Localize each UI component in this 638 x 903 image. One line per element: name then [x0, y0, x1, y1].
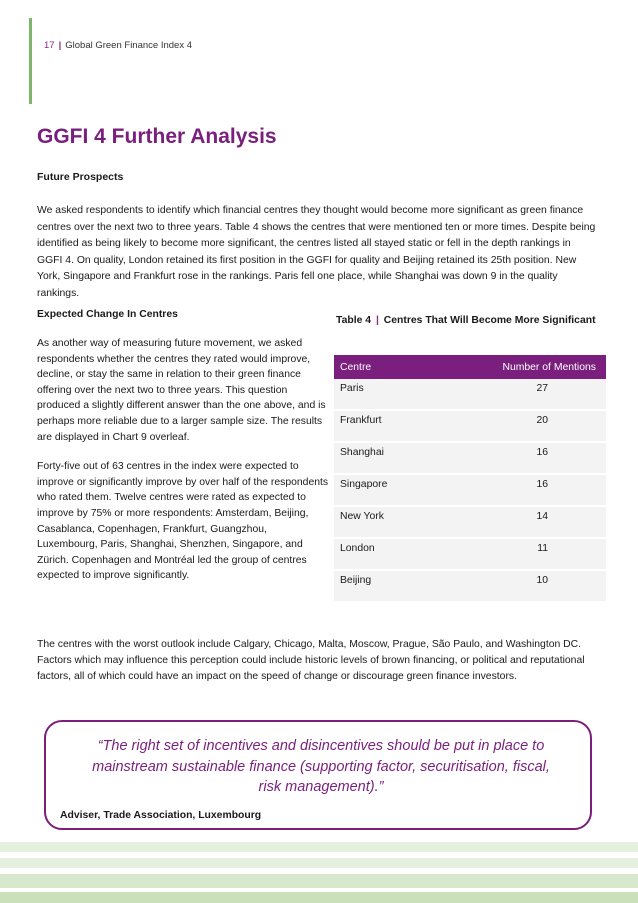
table-row	[334, 474, 606, 506]
left-column-paragraph-1: As another way of measuring future movement, we asked respondents whether the centres they rated would improve, decline, or stay the same in relation to their green finance offering over the next two to three years. This question produced a slightly different answer than the one above, and is perhaps more reliable due to a larger sample size. The results are displayed in Chart 9 overleaf.	[37, 338, 326, 443]
page-number: 17	[44, 40, 55, 51]
column-header-centre: Centre	[334, 355, 430, 379]
quote-attribution: Adviser, Trade Association, Luxembourg	[60, 810, 262, 821]
quote-box	[44, 720, 592, 830]
cell-centre: Singapore	[334, 474, 430, 506]
document-title: Global Green Finance Index 4	[65, 40, 192, 51]
footer-stripe	[0, 874, 638, 888]
table-row	[334, 570, 606, 602]
left-column-heading: Expected Change In Centres	[37, 309, 178, 320]
left-column-paragraph-2: Forty-five out of 63 centres in the index were expected to improve or significantly improve by over half of the respondents who rated them. Twelve centres were rated as expected to improve by 75% or more respondents: Amsterdam, Beijing, Casablanca, Copenhagen, Frankfurt, Guangzhou, Luxembourg, Paris, Shanghai, Shenzhen, Singapore, and Zürich. Copenhagen and Montréal led the group of centres expected to improve significantly.	[37, 461, 329, 582]
table-caption-separator: |	[375, 315, 379, 326]
table-row	[334, 506, 606, 538]
intro-paragraph: We asked respondents to identify which financial centres they thought would become more significant as green finance centres over the next two to three years. Table 4 shows the centres that were mentioned ten or more times. Despite being identified as being likely to become more significant, the centres listed all stayed static or fell in the depth rankings in GGFI 4. On quality, London retained its first position in the GGFI for quality and Beijing retained its 25th position. New York, Singapore and Frankfurt rose in the rankings. Paris fell one place, while Shanghai was down 9 in the quality rankings.	[37, 205, 596, 299]
quote-text: “The right set of incentives and disincentives should be put in place to mainstream sustainable finance (supporting factor, securitisation, fiscal, risk management).”	[92, 738, 550, 795]
cell-centre: Beijing	[334, 570, 430, 602]
cell-centre: New York	[334, 506, 430, 538]
cell-centre: London	[334, 538, 430, 570]
cell-mentions: 11	[430, 538, 606, 570]
centres-table	[334, 355, 606, 603]
cell-centre: Frankfurt	[334, 410, 430, 442]
footer-stripe	[0, 892, 638, 903]
closing-paragraph: The centres with the worst outlook include Calgary, Chicago, Malta, Moscow, Prague, São Paulo, and Washington DC. Factors which may influence this perception could include historic levels of brown financing, or political and reputational factors, all of which could have an impact on the speed of change or discourage green finance investors.	[37, 639, 585, 682]
left-column	[37, 309, 329, 598]
running-header	[44, 40, 192, 51]
cell-centre: Shanghai	[334, 442, 430, 474]
table-row	[334, 442, 606, 474]
column-header-mentions: Number of Mentions	[430, 355, 606, 379]
table-row	[334, 410, 606, 442]
table-caption-text: Centres That Will Become More Significant	[383, 315, 596, 326]
table-label: Table 4	[336, 315, 372, 326]
header-separator: |	[58, 40, 62, 51]
footer-stripe	[0, 858, 638, 868]
cell-mentions: 27	[430, 379, 606, 410]
cell-mentions: 10	[430, 570, 606, 602]
table-row	[334, 538, 606, 570]
table-header-row	[334, 355, 606, 379]
table-caption	[336, 313, 606, 329]
table-row	[334, 379, 606, 410]
section-title: GGFI 4 Further Analysis	[37, 125, 277, 148]
subheading: Future Prospects	[37, 171, 124, 183]
cell-mentions: 16	[430, 442, 606, 474]
cell-mentions: 14	[430, 506, 606, 538]
cell-mentions: 20	[430, 410, 606, 442]
header-accent-bar	[29, 18, 32, 104]
cell-centre: Paris	[334, 379, 430, 410]
cell-mentions: 16	[430, 474, 606, 506]
footer-stripe	[0, 842, 638, 852]
